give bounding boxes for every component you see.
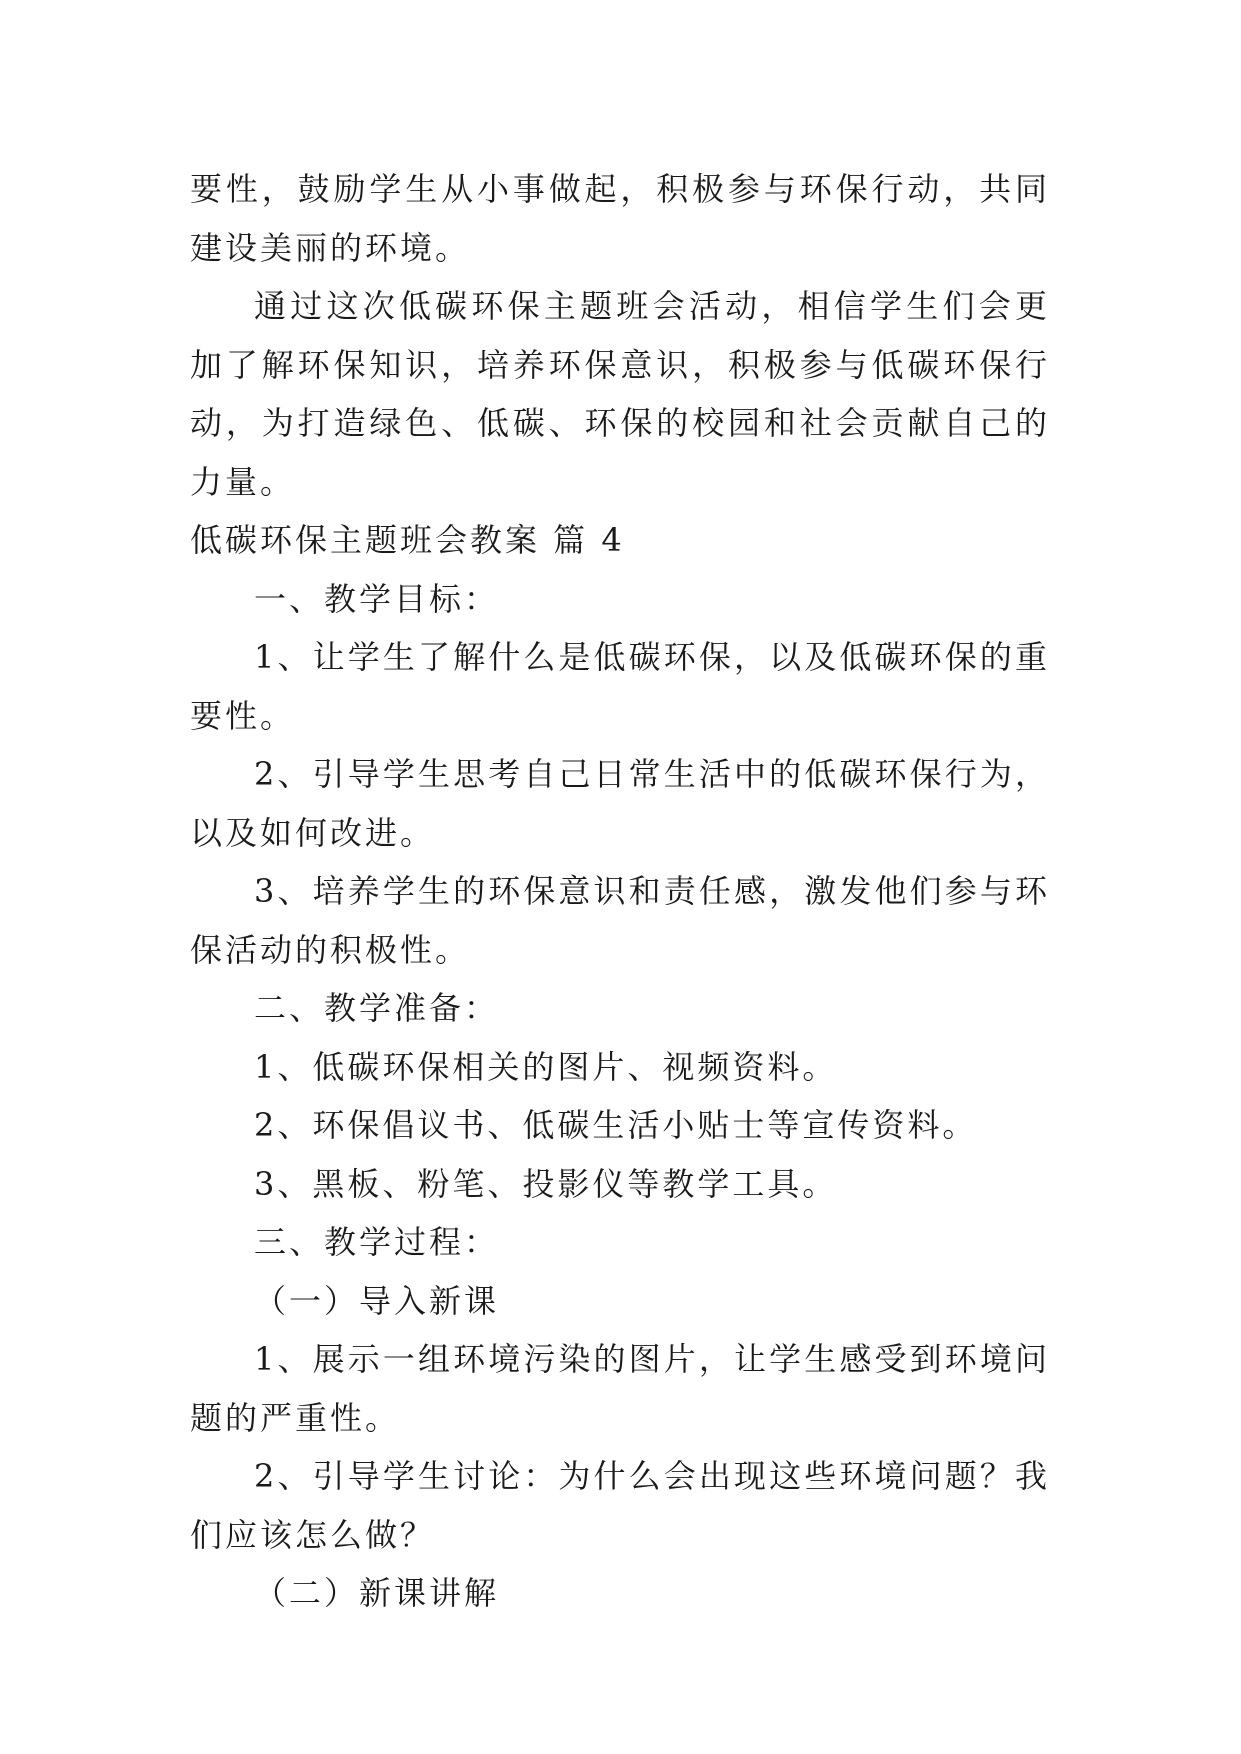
heading-teaching-process: 三、教学过程： xyxy=(254,1223,500,1261)
subheading-intro: （一）导入新课 xyxy=(254,1281,500,1320)
heading-teaching-prep: 二、教学准备： xyxy=(254,989,500,1027)
section-title: 低碳环保主题班会教案 篇 4 xyxy=(190,521,625,559)
heading-teaching-goals: 一、教学目标： xyxy=(254,579,500,618)
paragraph-summary: 通过这次低碳环保主题班会活动，相信学生们会更加了解环保知识，培养环保意识，积极参与低碳环保行动，为打造绿色、低碳、环保的校园和社会贡献自己的力量。 xyxy=(190,287,1050,501)
goal-item-1: 1、让学生了解什么是低碳环保，以及低碳环保的重要性。 xyxy=(190,638,1050,735)
prep-item-3: 3、黑板、粉笔、投影仪等教学工具。 xyxy=(254,1164,838,1203)
prep-item-2: 2、环保倡议书、低碳生活小贴士等宣传资料。 xyxy=(254,1106,978,1144)
process-item-1: 1、展示一组环境污染的图片，让学生感受到环境问题的严重性。 xyxy=(190,1340,1050,1437)
subheading-new-lesson: （二）新课讲解 xyxy=(254,1574,500,1612)
document-body xyxy=(190,160,1050,1623)
paragraph-continuation: 要性，鼓励学生从小事做起，积极参与环保行动，共同建设美丽的环境。 xyxy=(190,170,1050,267)
process-item-2: 2、引导学生讨论：为什么会出现这些环境问题？我们应该怎么做？ xyxy=(190,1457,1050,1554)
prep-item-1: 1、低碳环保相关的图片、视频资料。 xyxy=(254,1047,838,1086)
goal-item-3: 3、培养学生的环保意识和责任感，激发他们参与环保活动的积极性。 xyxy=(190,872,1050,969)
goal-item-2: 2、引导学生思考自己日常生活中的低碳环保行为，以及如何改进。 xyxy=(190,755,1050,852)
